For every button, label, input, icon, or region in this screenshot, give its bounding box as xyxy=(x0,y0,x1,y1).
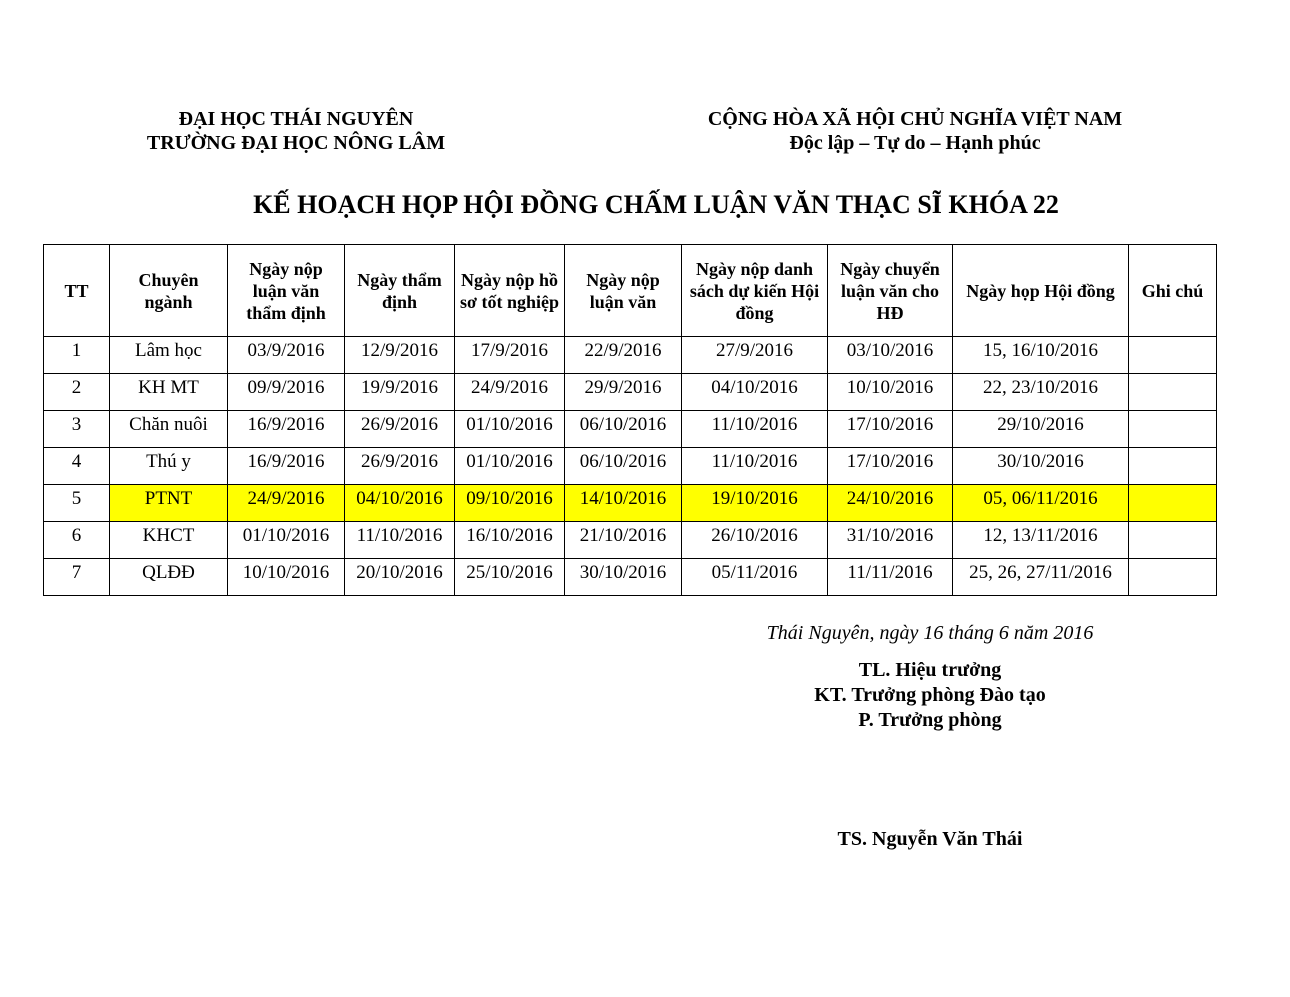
table-cell xyxy=(1129,337,1217,374)
table-cell: 03/9/2016 xyxy=(228,337,345,374)
table-cell: QLĐĐ xyxy=(110,559,228,596)
table-cell: 01/10/2016 xyxy=(228,522,345,559)
table-cell: 11/10/2016 xyxy=(345,522,455,559)
table-cell: 27/9/2016 xyxy=(682,337,828,374)
table-cell: 22, 23/10/2016 xyxy=(953,374,1129,411)
table-row xyxy=(44,337,1217,374)
table-cell: 14/10/2016 xyxy=(565,485,682,522)
table-cell: 29/10/2016 xyxy=(953,411,1129,448)
table-cell: 10/10/2016 xyxy=(828,374,953,411)
country-name: CỘNG HÒA XÃ HỘI CHỦ NGHĨA VIỆT NAM xyxy=(707,108,1123,130)
table-cell: 15, 16/10/2016 xyxy=(953,337,1129,374)
signature-line-1: TL. Hiệu trưởng xyxy=(858,659,1002,681)
table-cell: 3 xyxy=(44,411,110,448)
header-left xyxy=(126,107,466,155)
table-cell xyxy=(1129,559,1217,596)
column-header: Ngày thẩm định xyxy=(345,245,455,337)
table-cell: 31/10/2016 xyxy=(828,522,953,559)
table-cell: 6 xyxy=(44,522,110,559)
table-cell: 17/10/2016 xyxy=(828,448,953,485)
table-cell xyxy=(1129,411,1217,448)
signer-name: TS. Nguyễn Văn Thái xyxy=(837,828,1023,850)
table-header-row xyxy=(44,245,1217,337)
table-cell: 26/9/2016 xyxy=(345,448,455,485)
table-cell: 7 xyxy=(44,559,110,596)
column-header: Ngày chuyển luận văn cho HĐ xyxy=(828,245,953,337)
table-cell: 30/10/2016 xyxy=(953,448,1129,485)
table-cell: 19/10/2016 xyxy=(682,485,828,522)
table-cell: 26/9/2016 xyxy=(345,411,455,448)
signature-line-3: P. Trưởng phòng xyxy=(858,709,1002,731)
table-cell: 06/10/2016 xyxy=(565,411,682,448)
table-cell: 11/10/2016 xyxy=(682,411,828,448)
signature-block xyxy=(740,658,1120,733)
table-cell: 16/9/2016 xyxy=(228,448,345,485)
table-cell: 4 xyxy=(44,448,110,485)
table-cell: KH MT xyxy=(110,374,228,411)
table-cell: Chăn nuôi xyxy=(110,411,228,448)
table-cell: PTNT xyxy=(110,485,228,522)
column-header: TT xyxy=(44,245,110,337)
table-cell: 05/11/2016 xyxy=(682,559,828,596)
column-header: Ngày nộp danh sách dự kiến Hội đồng xyxy=(682,245,828,337)
table-row xyxy=(44,448,1217,485)
column-header: Ngày họp Hội đồng xyxy=(953,245,1129,337)
table-row xyxy=(44,559,1217,596)
table-cell: 30/10/2016 xyxy=(565,559,682,596)
signature-line-2: KT. Trưởng phòng Đào tạo xyxy=(814,684,1046,706)
table-cell: 09/10/2016 xyxy=(455,485,565,522)
column-header: Ghi chú xyxy=(1129,245,1217,337)
column-header: Ngày nộp hồ sơ tốt nghiệp xyxy=(455,245,565,337)
table-cell: 25/10/2016 xyxy=(455,559,565,596)
table-cell xyxy=(1129,448,1217,485)
table-cell: 24/9/2016 xyxy=(228,485,345,522)
table-cell: 06/10/2016 xyxy=(565,448,682,485)
table-row xyxy=(44,522,1217,559)
table-cell: 19/9/2016 xyxy=(345,374,455,411)
table-cell: 25, 26, 27/11/2016 xyxy=(953,559,1129,596)
table-cell: 21/10/2016 xyxy=(565,522,682,559)
table-row xyxy=(44,374,1217,411)
table-cell: 29/9/2016 xyxy=(565,374,682,411)
table-cell: 11/11/2016 xyxy=(828,559,953,596)
table-cell: 17/10/2016 xyxy=(828,411,953,448)
table-cell: 10/10/2016 xyxy=(228,559,345,596)
table-row xyxy=(44,411,1217,448)
table-cell: 01/10/2016 xyxy=(455,448,565,485)
table-cell: 12, 13/11/2016 xyxy=(953,522,1129,559)
column-header: Ngày nộp luận văn thẩm định xyxy=(228,245,345,337)
table-cell: Thú y xyxy=(110,448,228,485)
university-name: ĐẠI HỌC THÁI NGUYÊN xyxy=(178,108,414,130)
table-cell: 09/9/2016 xyxy=(228,374,345,411)
table-cell: 1 xyxy=(44,337,110,374)
document-title: KẾ HOẠCH HỌP HỘI ĐỒNG CHẤM LUẬN VĂN THẠC SĨ KHÓA 22 xyxy=(253,190,1059,219)
table-cell: KHCT xyxy=(110,522,228,559)
table-cell: 20/10/2016 xyxy=(345,559,455,596)
table-cell: 04/10/2016 xyxy=(345,485,455,522)
table-row xyxy=(44,485,1217,522)
table-cell: 01/10/2016 xyxy=(455,411,565,448)
school-name: TRƯỜNG ĐẠI HỌC NÔNG LÂM xyxy=(146,132,446,154)
column-header: Ngày nộp luận văn xyxy=(565,245,682,337)
place-date: Thái Nguyên, ngày 16 tháng 6 năm 2016 xyxy=(766,622,1094,644)
table-cell: 24/10/2016 xyxy=(828,485,953,522)
table-cell: 17/9/2016 xyxy=(455,337,565,374)
table-cell: 05, 06/11/2016 xyxy=(953,485,1129,522)
schedule-table xyxy=(43,244,1217,596)
table-cell: 24/9/2016 xyxy=(455,374,565,411)
table-cell: 12/9/2016 xyxy=(345,337,455,374)
table-cell: 16/9/2016 xyxy=(228,411,345,448)
table-cell xyxy=(1129,485,1217,522)
table-cell: 16/10/2016 xyxy=(455,522,565,559)
table-cell: 03/10/2016 xyxy=(828,337,953,374)
column-header: Chuyên ngành xyxy=(110,245,228,337)
table-cell: Lâm học xyxy=(110,337,228,374)
table-cell: 26/10/2016 xyxy=(682,522,828,559)
header-right xyxy=(680,107,1150,155)
table-cell: 11/10/2016 xyxy=(682,448,828,485)
table-cell: 04/10/2016 xyxy=(682,374,828,411)
motto: Độc lập – Tự do – Hạnh phúc xyxy=(789,132,1041,154)
table-cell: 5 xyxy=(44,485,110,522)
table-cell xyxy=(1129,522,1217,559)
table-cell: 2 xyxy=(44,374,110,411)
table-cell: 22/9/2016 xyxy=(565,337,682,374)
table-cell xyxy=(1129,374,1217,411)
